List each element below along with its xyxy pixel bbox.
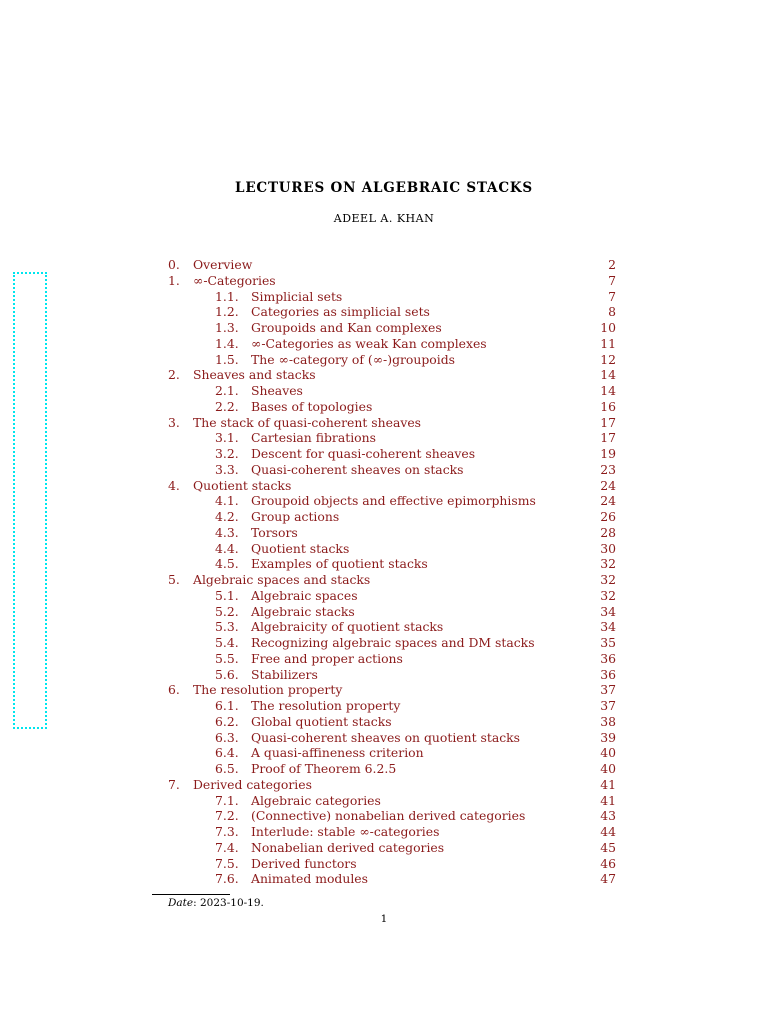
toc-subsection[interactable] [0, 604, 768, 620]
toc-subsection[interactable] [0, 399, 768, 415]
toc-entry-number: 1.1. [215, 288, 239, 304]
toc-entry-page: 23 [600, 461, 616, 477]
toc-entry-page: 24 [600, 493, 616, 509]
toc-entry-number: 4.3. [215, 524, 239, 540]
toc-entry-title: Sheaves [251, 383, 303, 398]
toc-entry-title: Overview [193, 257, 253, 272]
toc-subsection[interactable] [0, 336, 768, 352]
toc-entry-title: Descent for quasi-coherent sheaves [251, 446, 476, 461]
toc-entry-page: 7 [608, 272, 616, 288]
toc-entry-title: Groupoids and Kan complexes [251, 320, 442, 335]
toc-section[interactable] [0, 273, 768, 289]
toc-entry-number: 2.1. [215, 383, 239, 398]
toc-entry-title: Algebraic spaces [251, 587, 358, 603]
toc-subsection[interactable] [0, 446, 768, 462]
toc-entry-page: 45 [600, 839, 616, 855]
toc-entry-number: 6.5. [215, 761, 239, 776]
toc-subsection[interactable] [0, 840, 768, 856]
toc-entry-title: Quotient stacks [193, 477, 292, 493]
toc-entry-page: 7 [608, 288, 616, 304]
toc-entry-number: 6.3. [215, 729, 239, 745]
toc-subsection[interactable] [0, 714, 768, 730]
toc-entry-title: Cartesian fibrations [251, 430, 376, 446]
toc-entry-number: 2.2. [215, 398, 239, 414]
toc-entry-title: The resolution property [193, 682, 343, 698]
toc-subsection[interactable] [0, 304, 768, 320]
toc-subsection[interactable] [0, 730, 768, 746]
toc-entry-number: 7. [168, 776, 180, 792]
toc-subsection[interactable] [0, 352, 768, 368]
page-number: 1 [380, 913, 388, 925]
toc-entry-title: The stack of quasi-coherent sheaves [193, 414, 422, 430]
toc-subsection[interactable] [0, 320, 768, 336]
toc-section[interactable] [0, 415, 768, 431]
toc-entry-title: Stabilizers [251, 666, 318, 682]
toc-entry-number: 3.3. [215, 461, 239, 477]
toc-subsection[interactable] [0, 430, 768, 446]
toc-entry-page: 10 [600, 320, 616, 335]
toc-entry-number: 3. [168, 414, 180, 430]
toc-entry-title: (Connective) nonabelian derived categories [251, 808, 526, 824]
toc-entry-title: Interlude: stable ∞-categories [251, 824, 440, 839]
toc-subsection[interactable] [0, 509, 768, 525]
toc-entry-number: 7.6. [215, 871, 239, 887]
toc-entry-title: Simplicial sets [251, 288, 343, 304]
toc-entry-page: 44 [600, 824, 616, 839]
table-of-contents [0, 257, 768, 887]
toc-section[interactable] [0, 572, 768, 588]
toc-subsection[interactable] [0, 871, 768, 887]
toc-entry-number: 5.2. [215, 603, 239, 619]
toc-section[interactable] [0, 478, 768, 494]
toc-entry-page: 12 [600, 351, 616, 367]
toc-entry-title: The ∞-category of (∞-)groupoids [251, 351, 456, 367]
toc-entry-title: Bases of topologies [251, 398, 373, 414]
toc-entry-number: 3.1. [215, 430, 239, 446]
toc-section[interactable] [0, 257, 768, 273]
toc-entry-page: 32 [600, 572, 616, 587]
toc-entry-title: Group actions [251, 509, 340, 524]
toc-entry-title: The resolution property [251, 698, 401, 713]
toc-subsection[interactable] [0, 525, 768, 541]
toc-entry-title: Quasi-coherent sheaves on stacks [251, 461, 464, 477]
toc-entry-title: Sheaves and stacks [193, 367, 316, 383]
toc-entry-title: Categories as simplicial sets [251, 304, 430, 320]
toc-subsection[interactable] [0, 745, 768, 761]
toc-entry-page: 32 [600, 587, 616, 603]
toc-entry-page: 26 [600, 509, 616, 524]
toc-entry-page: 28 [600, 524, 616, 540]
toc-subsection[interactable] [0, 651, 768, 667]
toc-entry-page: 40 [600, 745, 616, 761]
toc-entry-title: ∞-Categories as weak Kan complexes [251, 335, 487, 351]
footnote [168, 897, 264, 909]
toc-entry-page: 16 [600, 398, 616, 414]
toc-entry-number: 5.1. [215, 587, 239, 603]
toc-entry-number: 5.3. [215, 619, 239, 635]
toc-entry-title: ∞-Categories [193, 272, 276, 288]
toc-subsection[interactable] [0, 383, 768, 399]
toc-entry-page: 2 [608, 257, 616, 272]
toc-entry-title: Algebraic categories [251, 792, 381, 808]
toc-subsection[interactable] [0, 556, 768, 572]
toc-subsection[interactable] [0, 493, 768, 509]
toc-section[interactable] [0, 682, 768, 698]
toc-entry-number: 4. [168, 477, 180, 493]
toc-entry-page: 14 [600, 367, 616, 383]
toc-entry-page: 37 [600, 698, 616, 713]
toc-entry-number: 7.3. [215, 824, 239, 839]
toc-entry-page: 39 [600, 729, 616, 745]
toc-entry-title: Proof of Theorem 6.2.5 [251, 761, 397, 776]
toc-entry-number: 1. [168, 272, 180, 288]
toc-entry-number: 5.5. [215, 650, 239, 666]
toc-entry-number: 0. [168, 257, 180, 272]
toc-entry-number: 7.4. [215, 839, 239, 855]
toc-subsection[interactable] [0, 462, 768, 478]
toc-entry-number: 4.4. [215, 540, 239, 556]
toc-entry-title: Derived functors [251, 855, 357, 871]
toc-entry-page: 24 [600, 477, 616, 493]
toc-entry-page: 19 [600, 446, 616, 461]
toc-entry-title: Recognizing algebraic spaces and DM stacks [251, 635, 535, 650]
toc-entry-page: 34 [600, 603, 616, 619]
toc-subsection[interactable] [0, 635, 768, 651]
toc-entry-page: 8 [608, 304, 616, 320]
toc-section[interactable] [0, 367, 768, 383]
toc-entry-page: 43 [600, 808, 616, 824]
toc-entry-page: 17 [600, 430, 616, 446]
toc-entry-number: 4.2. [215, 509, 239, 524]
toc-entry-number: 5.4. [215, 635, 239, 650]
toc-entry-title: A quasi-affineness criterion [251, 745, 424, 761]
toc-entry-title: Nonabelian derived categories [251, 839, 445, 855]
toc-entry-page: 47 [600, 871, 616, 887]
toc-entry-page: 30 [600, 540, 616, 556]
toc-entry-number: 1.4. [215, 335, 239, 351]
toc-subsection[interactable] [0, 588, 768, 604]
toc-entry-number: 5.6. [215, 666, 239, 682]
toc-entry-number: 2. [168, 367, 180, 383]
toc-entry-page: 38 [600, 713, 616, 729]
toc-entry-page: 36 [600, 650, 616, 666]
toc-entry-page: 34 [600, 619, 616, 635]
toc-entry-title: Algebraic spaces and stacks [193, 572, 371, 587]
toc-subsection[interactable] [0, 761, 768, 777]
toc-subsection[interactable] [0, 793, 768, 809]
toc-subsection[interactable] [0, 698, 768, 714]
author-name: ADEEL A. KHAN [333, 212, 435, 225]
toc-entry-number: 7.5. [215, 855, 239, 871]
toc-entry-title: Algebraicity of quotient stacks [251, 619, 444, 635]
footnote-text: : 2023-10-19. [193, 897, 264, 909]
toc-entry-number: 7.1. [215, 792, 239, 808]
toc-entry-number: 6.1. [215, 698, 239, 713]
toc-entry-title: Groupoid objects and effective epimorphisms [251, 493, 536, 509]
toc-entry-title: Quotient stacks [251, 540, 350, 556]
toc-subsection[interactable] [0, 824, 768, 840]
toc-entry-title: Global quotient stacks [251, 713, 392, 729]
toc-subsection[interactable] [0, 619, 768, 635]
toc-entry-title: Derived categories [193, 776, 312, 792]
toc-entry-page: 40 [600, 761, 616, 776]
toc-entry-number: 1.3. [215, 320, 239, 335]
paper-title: LECTURES ON ALGEBRAIC STACKS [235, 180, 533, 196]
toc-subsection[interactable] [0, 289, 768, 305]
toc-entry-page: 35 [600, 635, 616, 650]
toc-entry-page: 17 [600, 414, 616, 430]
toc-section[interactable] [0, 777, 768, 793]
toc-entry-title: Animated modules [251, 871, 368, 887]
toc-entry-number: 3.2. [215, 446, 239, 461]
toc-entry-page: 11 [600, 335, 616, 351]
toc-subsection[interactable] [0, 856, 768, 872]
toc-subsection[interactable] [0, 808, 768, 824]
toc-entry-page: 46 [600, 855, 616, 871]
toc-entry-number: 6.4. [215, 745, 239, 761]
toc-entry-title: Free and proper actions [251, 650, 403, 666]
footnote-label: Date [168, 897, 194, 909]
toc-subsection[interactable] [0, 541, 768, 557]
toc-entry-number: 4.1. [215, 493, 239, 509]
toc-entry-title: Algebraic stacks [251, 603, 355, 619]
toc-entry-page: 36 [600, 666, 616, 682]
toc-entry-page: 37 [600, 682, 616, 698]
toc-entry-page: 41 [600, 776, 616, 792]
toc-entry-number: 4.5. [215, 556, 239, 572]
toc-entry-title: Quasi-coherent sheaves on quotient stacks [251, 729, 521, 745]
toc-entry-number: 7.2. [215, 808, 239, 824]
toc-entry-number: 1.2. [215, 304, 239, 320]
toc-entry-number: 1.5. [215, 351, 239, 367]
toc-entry-title: Torsors [251, 524, 298, 540]
footnote-rule [152, 894, 230, 895]
toc-entry-number: 6. [168, 682, 180, 698]
toc-entry-title: Examples of quotient stacks [251, 556, 428, 572]
toc-entry-number: 5. [168, 572, 180, 587]
toc-subsection[interactable] [0, 667, 768, 683]
toc-entry-page: 14 [600, 383, 616, 398]
toc-entry-number: 6.2. [215, 713, 239, 729]
toc-entry-page: 41 [600, 792, 616, 808]
toc-entry-page: 32 [600, 556, 616, 572]
